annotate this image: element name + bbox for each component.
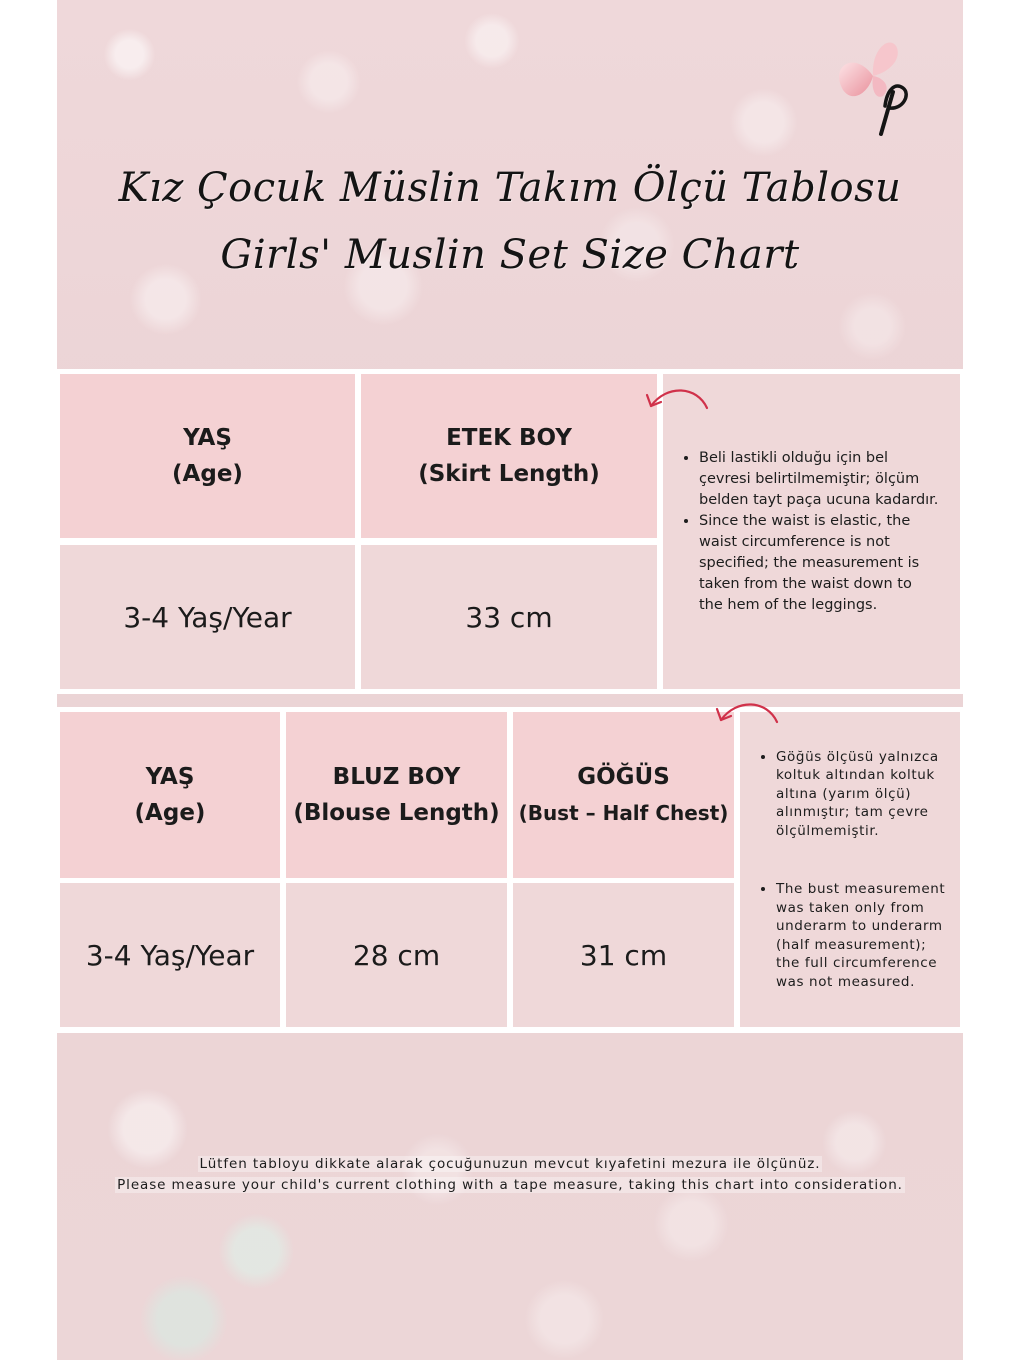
skirt-header-tr: ETEK BOY bbox=[446, 425, 572, 451]
bust-notes-list bbox=[754, 748, 946, 992]
blouse-header-en: (Blouse Length) bbox=[293, 800, 500, 826]
skirt-notes-cell bbox=[663, 374, 960, 689]
bust-header-tr: GÖĞÜS bbox=[577, 764, 670, 790]
blouse-value: 28 cm bbox=[352, 938, 441, 972]
skirt-value-cell bbox=[361, 545, 657, 689]
age-value-2: 3-4 Yaş/Year bbox=[85, 938, 255, 972]
title-turkish: Kız Çocuk Müslin Takım Ölçü Tablosu bbox=[118, 165, 902, 211]
age-value-cell-2 bbox=[60, 883, 280, 1027]
curved-arrow-icon bbox=[709, 694, 781, 730]
age-header-cell bbox=[60, 374, 355, 538]
skirt-size-table bbox=[57, 369, 963, 694]
age-header-en: (Age) bbox=[172, 461, 243, 487]
skirt-value: 33 cm bbox=[465, 600, 553, 634]
skirt-note-en: • Since the waist is elastic, the waist circumference is not specified; the measurement is taken from the waist down to the hem of the leggings. bbox=[699, 511, 940, 616]
blouse-size-table bbox=[57, 707, 963, 1033]
size-chart-page bbox=[57, 0, 963, 1360]
bust-header-cell bbox=[513, 712, 734, 878]
butterfly-p-logo-icon bbox=[815, 30, 925, 140]
skirt-header-en: (Skirt Length) bbox=[418, 461, 600, 487]
age-header-cell-2 bbox=[60, 712, 280, 878]
footer-note-tr: Lütfen tabloyu dikkate alarak çocuğunuzun mevcut kıyafetini mezura ile ölçünüz. bbox=[199, 1156, 821, 1172]
footer-note bbox=[57, 1154, 963, 1196]
title-english: Girls' Muslin Set Size Chart bbox=[220, 232, 800, 278]
age-value-cell bbox=[60, 545, 355, 689]
footer-note-en: Please measure your child's current clothing with a tape measure, taking this chart into consideration. bbox=[117, 1177, 903, 1193]
bust-value-cell bbox=[513, 883, 734, 1027]
bust-note-en: • The bust measurement was taken only from underarm to underarm (half measurement); the full circumference was not measured. bbox=[776, 880, 946, 991]
blouse-value-cell bbox=[286, 883, 507, 1027]
skirt-notes-list bbox=[677, 448, 940, 616]
blouse-length-header-cell bbox=[286, 712, 507, 878]
skirt-length-header-cell bbox=[361, 374, 657, 538]
bust-value: 31 cm bbox=[579, 938, 668, 972]
age-header-en-2: (Age) bbox=[134, 800, 206, 826]
age-value: 3-4 Yaş/Year bbox=[123, 600, 292, 634]
age-header-tr: YAŞ bbox=[183, 425, 232, 451]
bust-note-tr: • Göğüs ölçüsü yalnızca koltuk altından koltuk altına (yarım ölçü) alınmıştır; tam çevre ölçülmemiştir. bbox=[776, 748, 946, 841]
age-header-tr-2: YAŞ bbox=[145, 764, 195, 790]
curved-arrow-icon bbox=[639, 380, 711, 416]
skirt-note-tr: • Beli lastikli olduğu için bel çevresi belirtilmemiştir; ölçüm belden tayt paça ucuna kadardır. bbox=[699, 448, 940, 511]
bust-header-en: (Bust – Half Chest) bbox=[518, 801, 729, 825]
bust-notes-cell bbox=[740, 712, 960, 1027]
blouse-header-tr: BLUZ BOY bbox=[332, 764, 461, 790]
